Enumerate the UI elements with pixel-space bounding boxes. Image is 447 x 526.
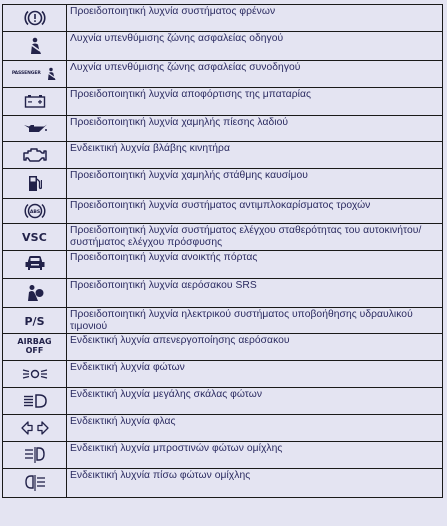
description-cell: Προειδοποιητική λυχνία συστήματος ελέγχου σταθερότητας του αυτοκινήτου/συστήματος ελέγχου πρόσφυσης [67,224,443,251]
icon-cell [3,142,67,169]
icon-cell [3,224,67,251]
abs-label: ABS [29,209,40,215]
lights-icon [22,367,48,381]
icon-cell [3,32,67,61]
table-row [3,142,443,169]
brake-warning-icon [24,8,46,28]
description-cell: Προειδοποιητική λυχνία συστήματος αντιμπλοκαρίσματος τροχών [67,199,443,224]
table-row [3,199,443,224]
description-cell: Προειδοποιητική λυχνία ανοικτής πόρτας [67,251,443,279]
description-cell: Προειδοποιητική λυχνία χαμηλής στάθμης καυσίμου [67,169,443,199]
icon-cell [3,61,67,88]
passenger-seatbelt-icon [45,67,57,81]
battery-icon [24,94,46,108]
front-fog-icon [24,446,46,464]
icon-cell [3,88,67,116]
table-row [3,32,443,61]
icon-cell [3,308,67,334]
icon-cell [3,361,67,388]
high-beam-icon [22,394,48,408]
description-cell: Ενδεικτική λυχνία μπροστινών φώτων ομίχλης [67,442,443,469]
warning-lights-table [2,4,443,498]
engine-icon [23,147,47,163]
icon-cell [3,169,67,199]
turn-signal-icon [21,421,49,435]
description-cell: Προειδοποιητική λυχνία ηλεκτρικού συστήματος υποβοήθησης υδραυλικού τιμονιού [67,308,443,334]
table-row [3,415,443,442]
icon-cell [3,251,67,279]
icon-cell [3,279,67,308]
table-row [3,61,443,88]
description-cell: Προειδοποιητική λυχνία συστήματος φρένων [67,5,443,32]
airbag-off-icon [17,337,51,355]
description-cell: Προειδοποιητική λυχνία αερόσακου SRS [67,279,443,308]
icon-cell [3,442,67,469]
rear-fog-icon [24,474,46,492]
icon-cell [3,469,67,498]
description-cell: Προειδοποιητική λυχνία χαμηλής πίεσης λαδιού [67,116,443,142]
table-row [3,169,443,199]
description-cell: Λυχνία υπενθύμισης ζώνης ασφαλείας συνοδηγού [67,61,443,88]
icon-cell [3,116,67,142]
description-cell: Ενδεικτική λυχνία βλάβης κινητήρα [67,142,443,169]
driver-seatbelt-icon [27,37,43,55]
table-row [3,251,443,279]
airbag-icon [25,284,45,302]
description-cell: Ενδεικτική λυχνία φλας [67,415,443,442]
abs-icon [24,201,46,221]
passenger-label: PASSENGER [11,70,41,76]
power-steering-icon: P/S [24,314,45,328]
table-row [3,224,443,251]
description-cell: Ενδεικτική λυχνία φώτων [67,361,443,388]
icon-cell [3,334,67,361]
description-cell: Ενδεικτική λυχνία πίσω φώτων ομίχλης [67,469,443,498]
table-row [3,388,443,415]
icon-cell [3,199,67,224]
description-cell: Προειδοποιητική λυχνία αποφόρτισης της μπαταρίας [67,88,443,116]
fuel-pump-icon [28,174,42,192]
icon-cell [3,5,67,32]
icon-cell [3,415,67,442]
vsc-icon: VSC [21,231,48,244]
table-row [3,116,443,142]
description-cell: Ενδεικτική λυχνία μεγάλης σκάλας φώτων [67,388,443,415]
oil-can-icon [22,122,48,134]
table-row [3,308,443,334]
table-row [3,5,443,32]
table-row [3,279,443,308]
table-row [3,361,443,388]
description-cell: Ενδεικτική λυχνία απενεργοποίησης αερόσακου [67,334,443,361]
description-cell: Λυχνία υπενθύμισης ζώνης ασφαλείας οδηγού [67,32,443,61]
table-row [3,469,443,498]
off-label: OFF [25,345,44,355]
airbag-label: AIRBAG [17,336,52,346]
table-row [3,334,443,361]
table-row [3,442,443,469]
icon-cell [3,388,67,415]
door-open-icon [25,255,45,273]
table-row [3,88,443,116]
